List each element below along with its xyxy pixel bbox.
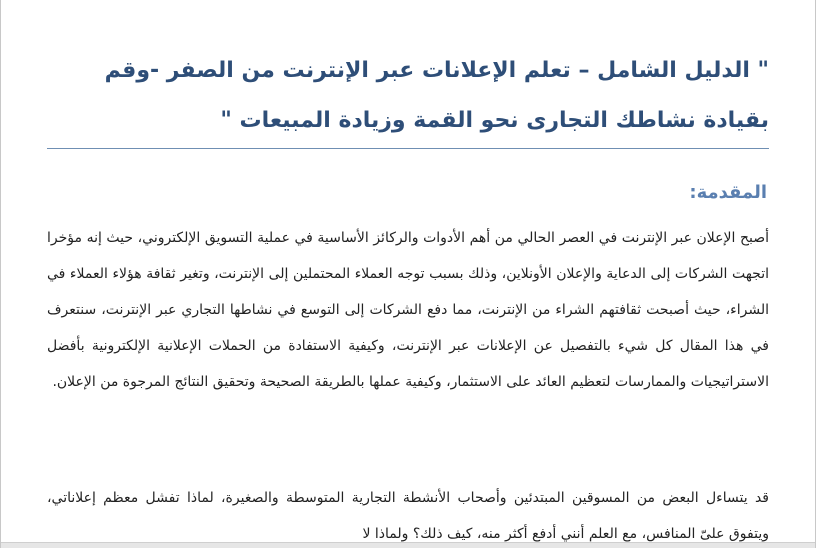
document-title: [47, 46, 769, 146]
intro-heading: المقدمة:: [689, 182, 767, 203]
title-line-1: " الدليل الشامل – تعلم الإعلانات عبر الإنترنت من الصفر -وقم: [104, 58, 769, 83]
title-underline-divider: [47, 148, 769, 149]
page-bottom-edge: [1, 542, 815, 548]
second-paragraph: قد يتساءل البعض من المسوقين المبتدئين وأصحاب الأنشطة التجارية المتوسطة والصغيرة، لماذا تفشل معظم إعلاناتي، ويتفوق علىّ المنافس، مع العلم أنني أدفع أكثر منه، كيف ذلك؟ ولماذا لا: [47, 490, 769, 542]
intro-paragraph: أصبح الإعلان عبر الإنترنت في العصر الحالي من أهم الأدوات والركائز الأساسية في عملية التسويق الإلكتروني، حيث إنه مؤخرا اتجهت الشركات إلى الدعاية والإعلان الأونلاين، وذلك بسبب توجه العملاء المحتملين إلى الإنترنت، وتغير ثقافة هؤلاء العملاء في الشراء، حيث أصبحت ثقافتهم الشراء من الإنترنت، مما دفع الشركات إلى التوسع في نشاطها التجاري عبر الإنترنت، سنتعرف في هذا المقال كل شيء بالتفصيل عن الإعلانات عبر الإنترنت، وكيفية الاستفادة من الحملات الإعلانية الإلكترونية بأفضل الاستراتيجيات والممارسات لتعظيم العائد على الاستثمار، وكيفية عملها بالطريقة الصحيحة وتحقيق النتائج المرجوة من الإعلان.: [47, 230, 769, 390]
title-line-2: بقيادة نشاطك التجارى نحو القمة وزيادة المبيعات ": [220, 108, 769, 133]
